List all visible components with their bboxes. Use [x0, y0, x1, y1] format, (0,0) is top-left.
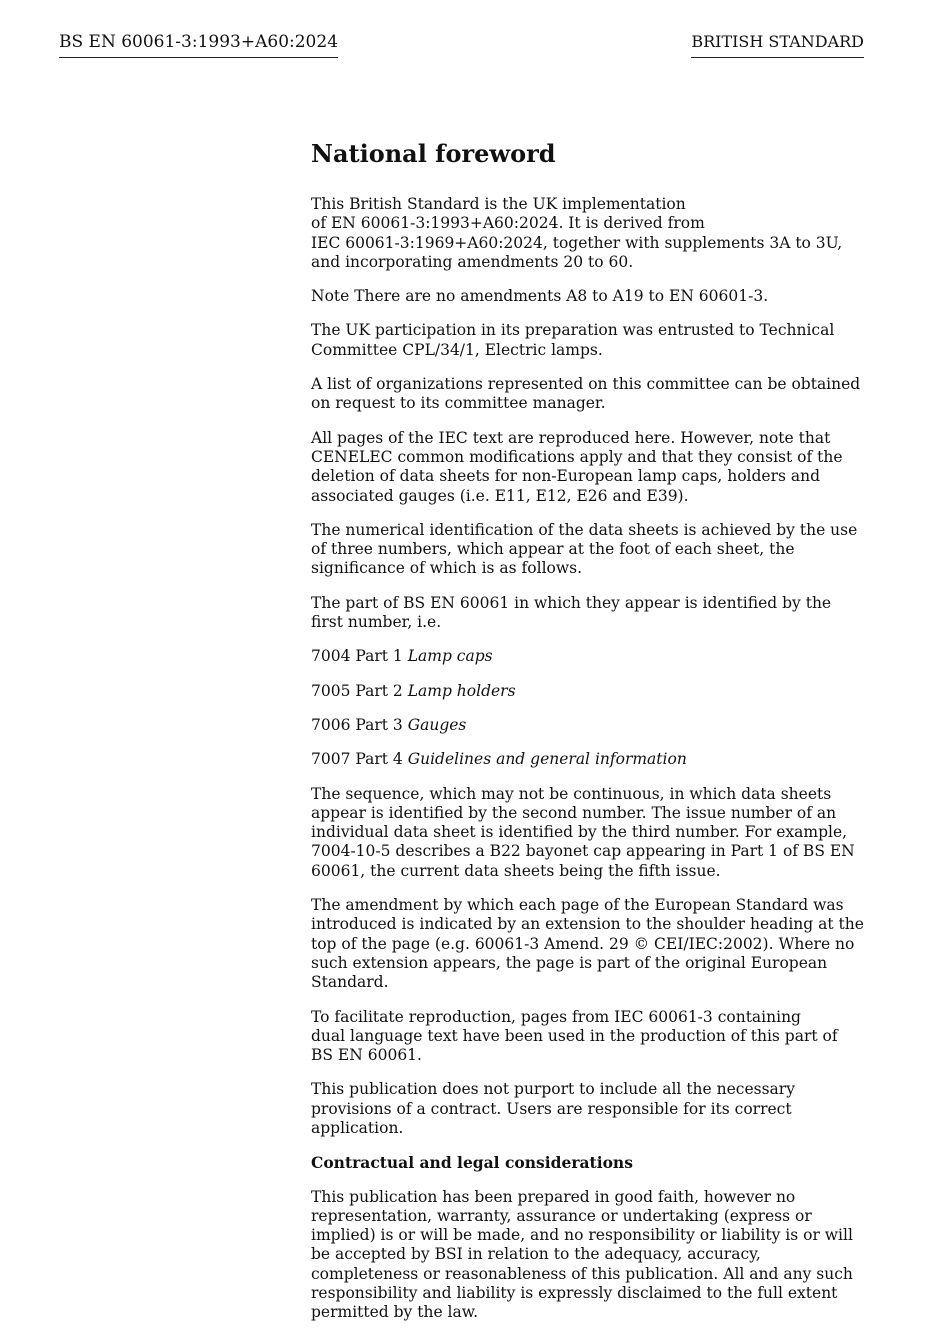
list-item-part-1	[311, 647, 867, 666]
paragraph-numerical-identification: The numerical identification of the data sheets is achieved by the use of three numbers, which appear at the foot of each sheet, the significance of which is as follows.	[311, 520, 858, 578]
paragraph-good-faith: This publication has been prepared in good faith, however no representation, warranty, assurance or undertaking (express or implied) is or will be made, and no responsibility or liability is or will be accepted by BSI in relation to the adequacy, accuracy, completeness or reasonableness of this publication. All and any such responsibility and liability is expressly disclaimed to the full extent permitted by the law.	[311, 1187, 853, 1322]
page-title: National foreword	[311, 139, 556, 168]
paragraph-organizations: A list of organizations represented on this committee can be obtained on request to its committee manager.	[311, 375, 861, 413]
paragraph-reproduction: To facilitate reproduction, pages from IEC 60061-3 containing dual language text have been used in the production of this part of BS EN 60061.	[311, 1007, 838, 1065]
paragraph-amendments-note: Note There are no amendments A8 to A19 to EN 60601-3.	[311, 287, 769, 306]
paragraph-part-number: The part of BS EN 60061 in which they appear is identified by the first number, i.e.	[311, 593, 832, 632]
paragraph-participation: The UK participation in its preparation was entrusted to Technical Committee CPL/34/1, Electric lamps.	[311, 321, 835, 359]
part-prefix: 7004 Part 1	[311, 647, 403, 666]
part-prefix: 7005 Part 2	[311, 681, 403, 700]
foreword-content	[311, 137, 867, 1338]
list-item-part-3	[311, 716, 867, 735]
paragraph-sequence: The sequence, which may not be continuous, in which data sheets appear is identified by the second number. The issue number of an individual data sheet is identified by the third number. For example, 7004-10-5 describes a B22 bayonet cap appearing in Part 1 of BS EN 60061, the current data sheets being the fifth issue.	[311, 784, 855, 880]
paragraph-provisions: This publication does not purport to include all the necessary provisions of a contract. Users are responsible for its correct application.	[311, 1080, 795, 1137]
part-name: Gauges	[407, 715, 467, 734]
header-standard-label: BRITISH STANDARD	[691, 31, 864, 58]
header-document-id: BS EN 60061-3:1993+A60:2024	[59, 31, 338, 58]
paragraph-amendment-extension: The amendment by which each page of the European Standard was introduced is indicated by an extension to the shoulder heading at the top of the page (e.g. 60061-3 Amend. 29 © CEI/IEC:2002). Where no such extension appears, the page is part of the original European Standard.	[311, 896, 864, 992]
part-name: Lamp caps	[407, 647, 493, 666]
section-heading-contractual: Contractual and legal considerations	[311, 1153, 633, 1173]
part-name: Guidelines and general information	[407, 750, 687, 769]
list-item-part-4	[311, 750, 867, 769]
part-name: Lamp holders	[407, 681, 516, 700]
list-item-part-2	[311, 682, 867, 701]
paragraph-iec-text: All pages of the IEC text are reproduced here. However, note that CENELEC common modifications apply and that they consist of the deletion of data sheets for non-European lamp caps, holders and associated gauges (i.e. E11, E12, E26 and E39).	[311, 428, 843, 505]
part-prefix: 7007 Part 4	[311, 750, 403, 769]
paragraph-implementation: This British Standard is the UK implementation of EN 60061-3:1993+A60:2024. It is derived from IEC 60061-3:1969+A60:2024, together with supplements 3A to 3U, and incorporating amendments 20 to 60.	[311, 195, 843, 271]
part-prefix: 7006 Part 3	[311, 715, 403, 734]
